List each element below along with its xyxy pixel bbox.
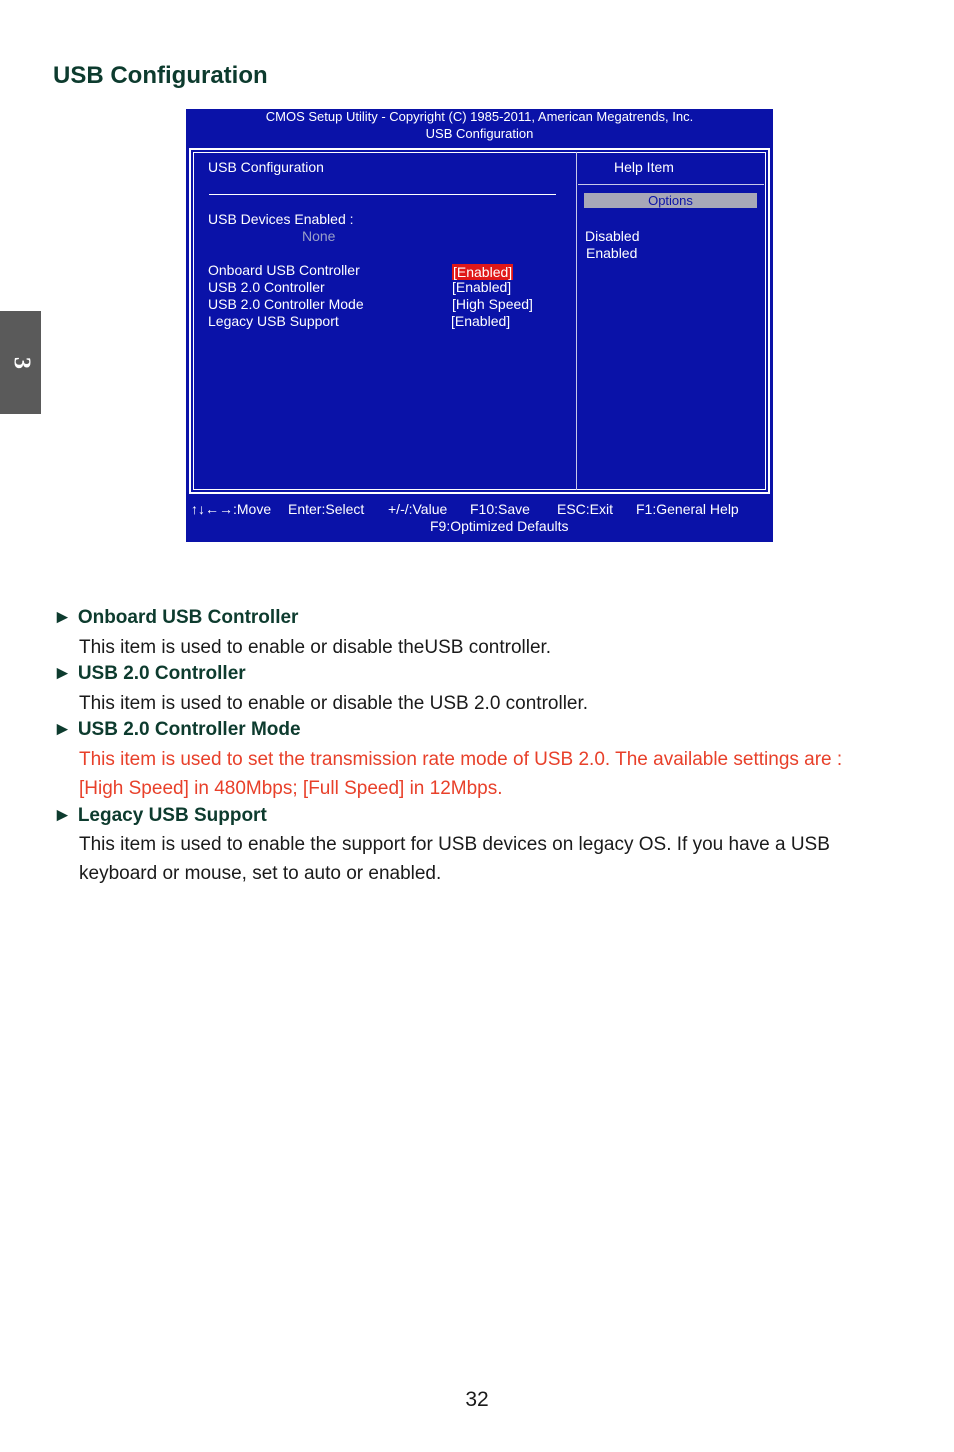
footer-exit: ESC:Exit [557,501,614,517]
footer-optimized-defaults: F9:Optimized Defaults [430,518,569,534]
section-heading-onboard-usb-controller: ► Onboard USB Controller [53,607,299,628]
bios-item-usb20-controller-mode[interactable]: USB 2.0 Controller Mode [208,296,364,312]
bios-value-usb20-controller[interactable]: [Enabled] [452,279,512,295]
bios-main-frame [189,148,770,494]
selected-value[interactable]: [Enabled] [453,264,513,280]
page-number: 32 [465,1388,489,1411]
bios-panel-divider [576,152,577,490]
bios-item-onboard-usb-controller[interactable]: Onboard USB Controller [208,262,360,278]
bullet-arrow-icon: ► [53,719,72,740]
chapter-tab [0,311,41,414]
footer-move: ↑↓←→:Move [191,501,272,517]
usb-devices-value: None [302,228,336,244]
footer-value: +/-/:Value [388,501,448,517]
footer-save: F10:Save [470,501,530,517]
footer-general-help: F1:General Help [636,501,739,517]
section-heading-legacy-usb-support: ► Legacy USB Support [53,805,267,826]
bios-left-title: USB Configuration [208,159,324,175]
bios-value-onboard-usb-controller[interactable] [452,264,513,280]
bios-option-disabled[interactable]: Disabled [585,228,640,244]
bios-screenshot [186,109,773,542]
bullet-arrow-icon: ► [53,663,72,684]
bios-item-legacy-usb-support[interactable]: Legacy USB Support [208,313,339,329]
bios-title-underline [209,194,556,195]
bios-help-underline [578,184,764,185]
bios-options-bar: Options [584,193,757,208]
page-title: USB Configuration [53,62,268,89]
section-body-onboard-usb-controller: This item is used to enable or disable theUSB controller. [79,637,552,658]
chapter-number: 3 [8,356,34,369]
bullet-arrow-icon: ► [53,607,72,628]
bios-value-legacy-usb-support[interactable]: [Enabled] [451,313,511,329]
bios-option-enabled[interactable]: Enabled [586,245,638,261]
footer-select: Enter:Select [288,501,365,517]
bios-item-usb20-controller[interactable]: USB 2.0 Controller [208,279,325,295]
usb-devices-label: USB Devices Enabled : [208,211,354,227]
section-heading-usb20-controller-mode: ► USB 2.0 Controller Mode [53,719,301,740]
bios-help-title: Help Item [614,159,674,175]
section-body-usb20-controller: This item is used to enable or disable the USB 2.0 controller. [79,693,589,714]
section-heading-usb20-controller: ► USB 2.0 Controller [53,663,246,684]
bios-header-title: USB Configuration [425,126,534,141]
bullet-arrow-icon: ► [53,805,72,826]
bios-value-usb20-controller-mode[interactable]: [High Speed] [452,296,533,312]
bios-header-copyright: CMOS Setup Utility - Copyright (C) 1985-2011, American Megatrends, Inc. [265,109,694,124]
section-body-usb20-controller-mode: This item is used to set the transmission rate mode of USB 2.0. The available settings are : [High Speed] in 480Mbps; [Full Speed] in 12Mbps. [79,749,843,799]
section-body-legacy-usb-support: This item is used to enable the support for USB devices on legacy OS. If you have a USB keyboard or mouse, set to auto or enabled. [79,834,830,884]
